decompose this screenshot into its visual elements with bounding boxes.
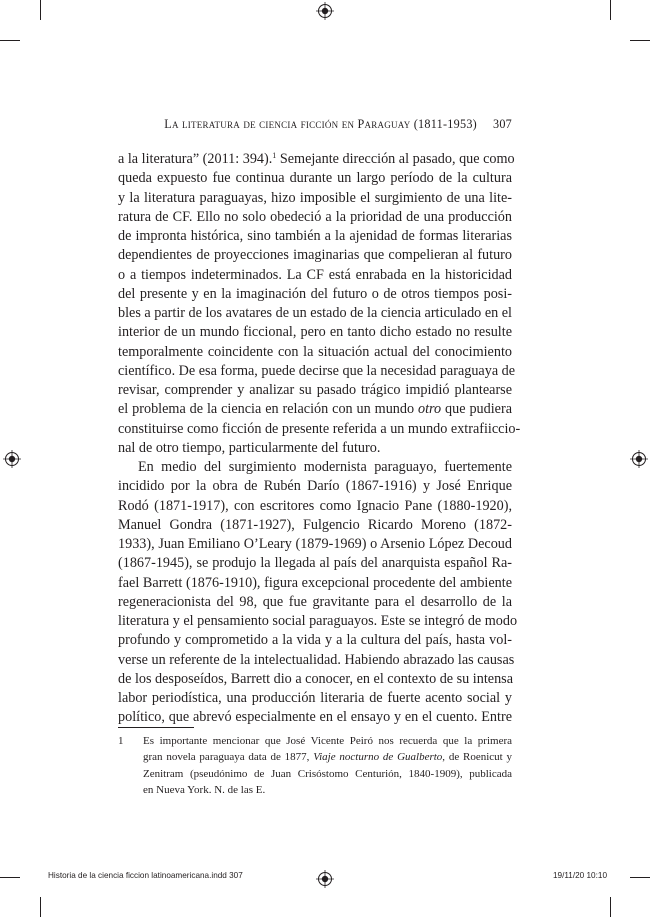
running-title: La literatura de ciencia ficción en Paraguay (1811-1953) <box>164 117 477 131</box>
footnote-text <box>143 733 512 798</box>
footnote-line: Zenitram (pseudónimo de Juan Crisóstomo Centurión, 1840-1909), publicada <box>143 767 512 780</box>
paragraph-2 <box>118 458 518 728</box>
line-segment: que pudiera <box>441 401 512 418</box>
registration-mark-icon <box>316 2 334 20</box>
page-number: 307 <box>492 117 512 131</box>
text-line: ratura de CF. Ello no solo obedeció a la prioridad de una producción <box>118 208 512 225</box>
line-segment: , de Roenicut y <box>442 751 512 764</box>
footnote-line: Es importante mencionar que José Vicente Peiró nos recuerda que la primera <box>143 735 512 747</box>
text-line: temporalmente coincidente con la situación actual del conocimiento <box>118 343 512 360</box>
crop-mark <box>610 897 611 917</box>
footnote-ref[interactable]: 1 <box>272 151 277 160</box>
emphasis: otro <box>418 401 442 418</box>
crop-mark <box>630 40 650 41</box>
crop-mark <box>0 877 20 878</box>
text-line: Rodó (1871-1917), con escritores como Ignacio Pane (1880-1920), <box>118 497 512 514</box>
paragraph-1 <box>118 150 521 458</box>
text-line: del presente y en la imaginación del futuro o de otros tiempos posi- <box>118 285 512 302</box>
line-segment: gran novela paraguaya data de 1877, <box>143 751 314 764</box>
text-line: profundo y comprometido a la vida y a la cultura del país, hasta vol- <box>118 632 512 649</box>
text-line: y la literatura paraguayas, hizo imposible el surgimiento de una lite- <box>118 189 512 206</box>
registration-mark-icon <box>630 450 648 468</box>
running-header <box>118 117 512 132</box>
text-line: político, que abrevó especialmente en el ensayo y en el cuento. Entre <box>118 709 512 726</box>
footnote <box>118 733 512 798</box>
footnote-rule <box>118 727 194 728</box>
text-line: queda expuesto fue continua durante un largo período de la cultura <box>118 170 512 187</box>
crop-mark <box>40 897 41 917</box>
text-line: Manuel Gondra (1871-1927), Fulgencio Ricardo Moreno (1872- <box>118 516 512 533</box>
text-line: científico. De esa forma, puede decirse que la necesidad paraguaya de <box>118 362 516 379</box>
text-line: dependientes de proyecciones imaginarias que compelieran al futuro <box>118 247 512 264</box>
text-line: constituirse como ficción de presente referida a un mundo extrafiіccio- <box>118 420 521 437</box>
line-segment: Semejante dirección al pasado, que como <box>276 151 515 167</box>
text-line: de impronta histórica, sino también a la ajenidad de formas literarias <box>118 228 512 244</box>
text-line: literatura y el pensamiento social paraguayos. Este se integró de modo <box>118 613 518 629</box>
footnote-number: 1 <box>118 735 124 747</box>
slug-datetime: 19/11/20 10:10 <box>552 871 607 880</box>
text-line <box>118 150 515 169</box>
text-line: incidido por la obra de Rubén Darío (1867-1916) y José Enrique <box>118 478 512 495</box>
text-line: fael Barrett (1876-1910), figura excepcional procedente del ambiente <box>118 574 512 591</box>
emphasis: Viaje nocturno de Gualberto <box>313 751 443 764</box>
text-line: verse un referente de la intelectualidad. Habiendo abrazado las causas <box>118 651 515 668</box>
text-line: En medio del surgimiento modernista paraguayo, fuertemente <box>138 459 512 475</box>
crop-mark <box>630 877 650 878</box>
registration-mark-icon <box>316 870 334 888</box>
slug-filename: Historia de la ciencia ficcion latinoamericana.indd 307 <box>48 871 243 880</box>
line-segment: a la literatura” (2011: 394). <box>118 151 273 167</box>
text-line: regeneracionista del 98, que fue gravitante para el desarrollo de la <box>118 593 512 610</box>
footnote-line <box>143 749 512 765</box>
text-line: interior de un mundo ficcional, pero en tanto dicho estado no resulte <box>118 324 512 341</box>
footnote-line: en Nueva York. N. de las E. <box>143 783 266 796</box>
registration-mark-icon <box>3 450 21 468</box>
text-line <box>118 400 512 419</box>
text-line: nal de otro tiempo, particularmente del futuro. <box>118 439 381 456</box>
text-line: o a tiempos indeterminados. La CF está enrabada en la historicidad <box>118 266 512 283</box>
line-segment: el problema de la ciencia en relación con un mundo <box>118 401 418 418</box>
text-line: (1867-1945), se produjo la llegada al país del anarquista español Ra- <box>118 555 512 572</box>
text-line: 1933), Juan Emiliano O’Leary (1879-1969) o Arsenio López Decoud <box>118 536 512 552</box>
crop-mark <box>610 0 611 20</box>
body-text <box>118 150 521 728</box>
text-line: labor periodística, una producción literaria de fuerte acento social y <box>118 690 512 706</box>
crop-mark <box>40 0 41 20</box>
text-line: revisar, comprender y analizar su pasado trágico impidió plantearse <box>118 382 512 398</box>
crop-mark <box>0 40 20 41</box>
text-line: bles a partir de los avatares de un estado de la ciencia articulado en el <box>118 305 512 321</box>
text-line: de los desposeídos, Barrett dio a conocer, en el contexto de su intensa <box>118 670 513 687</box>
